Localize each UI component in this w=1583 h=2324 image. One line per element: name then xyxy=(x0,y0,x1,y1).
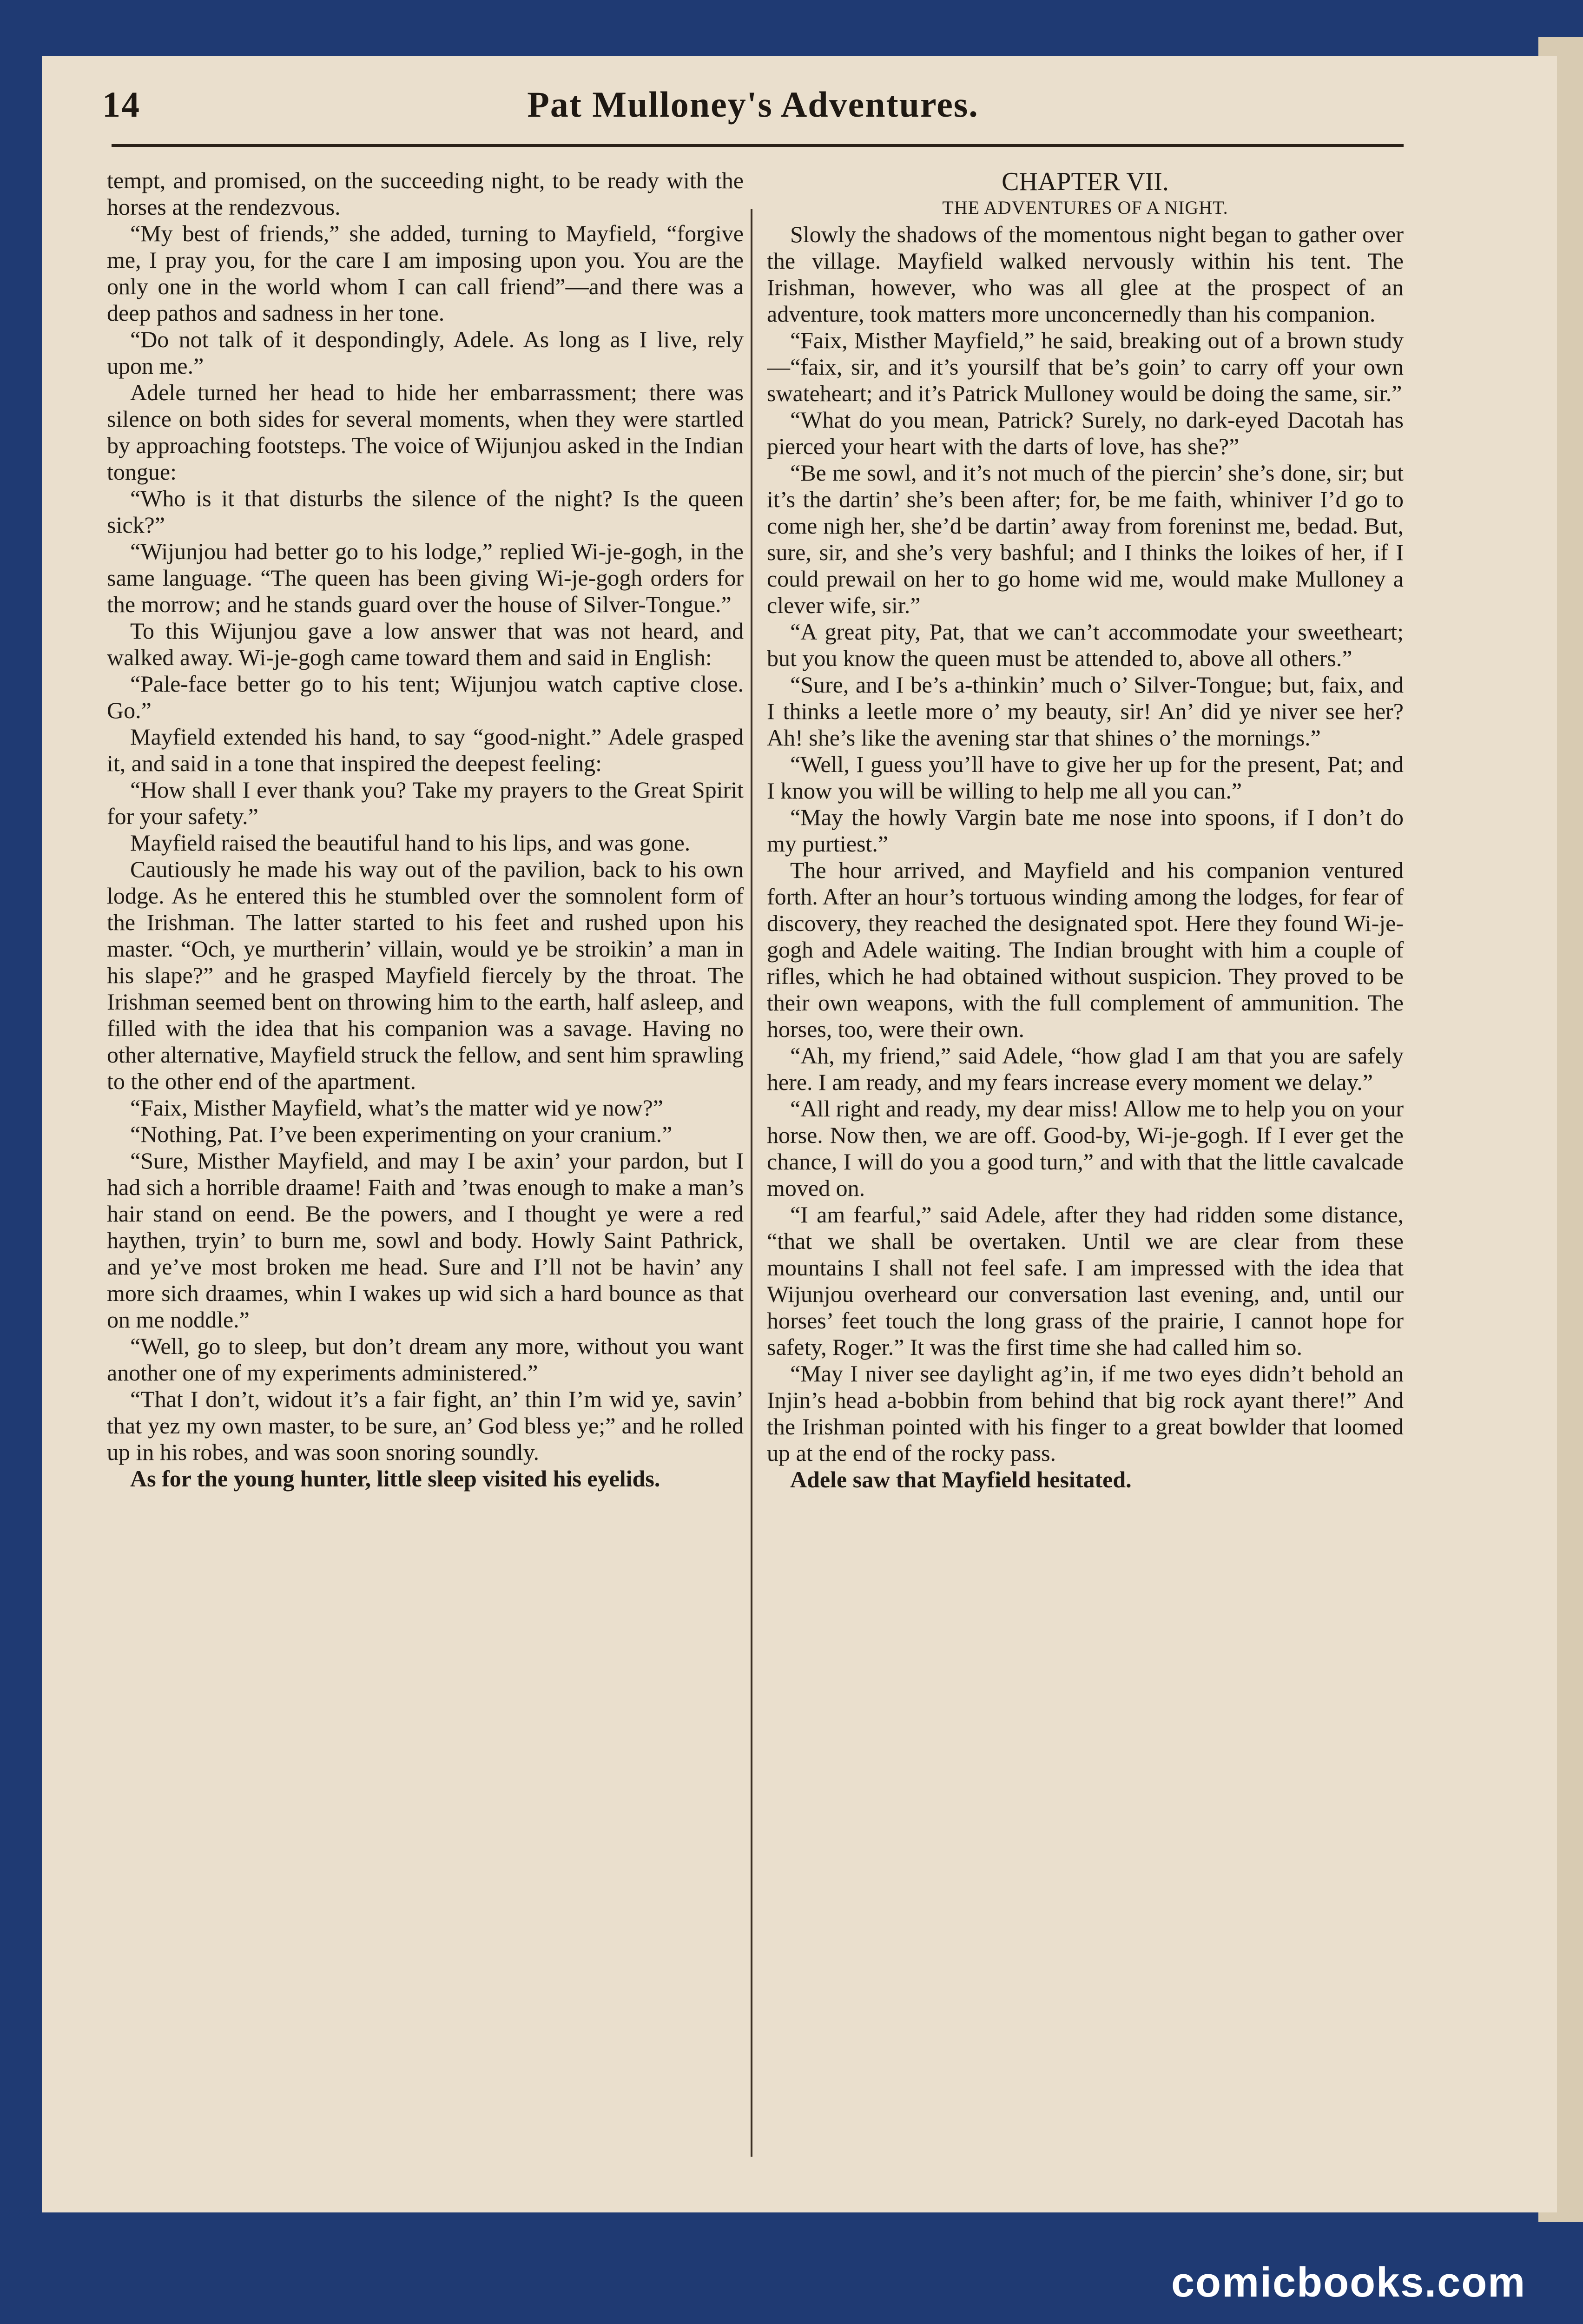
paragraph: “Well, go to sleep, but don’t dream any more, without you want another one of my experiments administered.” xyxy=(107,1333,744,1386)
paragraph: Slowly the shadows of the momentous night began to gather over the village. Mayfield walked nervously within his tent. The Irishman, however, who was all glee at the prospect of an adventure, took matters more unconcernedly than his companion. xyxy=(767,221,1404,327)
paragraph: “Sure, and I be’s a-thinkin’ much o’ Silver-Tongue; but, faix, and I thinks a leetle more o’ my beauty, sir! An’ did ye niver see her? Ah! she’s like the avening star that shines o’ the mornings.” xyxy=(767,672,1404,751)
paragraph: “Do not talk of it despondingly, Adele. As long as I live, rely upon me.” xyxy=(107,326,744,379)
paragraph: “Faix, Misther Mayfield, what’s the matter wid ye now?” xyxy=(130,1095,663,1121)
paragraph: “Sure, Misther Mayfield, and may I be axin’ your pardon, but I had sich a horrible draame! Faith and ’twas enough to make a man’s hair stand on eend. Be the powers, and I thought ye were a red haythen, tryin’ to burn me, sowl and body. Howly Saint Pathrick, and ye’ve most broken me head. Sure and I’ll not be havin’ any more sich draames, whin I wakes up wid sich a hard bounce as that on me noddle.” xyxy=(107,1148,744,1333)
paragraph: “Who is it that disturbs the silence of the night? Is the queen sick?” xyxy=(107,485,744,538)
column-divider xyxy=(751,209,752,2157)
paragraph: Adele turned her head to hide her embarrassment; there was silence on both sides for several moments, when they were startled by approaching footsteps. The voice of Wijunjou asked in the Indian tongue: xyxy=(107,379,744,485)
chapter-heading: CHAPTER VII. xyxy=(1002,167,1169,196)
paragraph: “Well, I guess you’ll have to give her up for the present, Pat; and I know you will be willing to help me all you can.” xyxy=(767,751,1404,804)
paragraph: Mayfield raised the beautiful hand to his lips, and was gone. xyxy=(130,830,691,856)
paragraph: “Ah, my friend,” said Adele, “how glad I am that you are safely here. I am ready, and my fears increase every moment we delay.” xyxy=(767,1043,1404,1095)
paragraph: “How shall I ever thank you? Take my prayers to the Great Spirit for your safety.” xyxy=(107,777,744,829)
paragraph: “Be me sowl, and it’s not much of the piercin’ she’s done, sir; but it’s the dartin’ she’s been after; for, be me faith, whiniver I’d go to come nigh her, she’d be dartin’ away from foreninst me, bedad. But, sure, sir, and she’s very bashful; and I thinks the loikes of her, if I could prewail on her to go home wid me, would make Mulloney a clever wife, sir.” xyxy=(767,460,1404,618)
paragraph: “Nothing, Pat. I’ve been experimenting on your cranium.” xyxy=(130,1121,673,1147)
paragraph: “That I don’t, widout it’s a fair fight, an’ thin I’m wid ye, savin’ that yez my own master, to be sure, an’ God bless ye;” and he rolled up in his robes, and was soon snoring soundly. xyxy=(107,1386,744,1465)
page-header xyxy=(102,74,1404,135)
paragraph: “May I niver see daylight ag’in, if me two eyes didn’t behold an Injin’s head a-bobbin from behind that big rock ayant there!” And the Irishman pointed with his finger to a great bowlder that loomed up at the end of the rocky pass. xyxy=(767,1360,1404,1466)
header-rule xyxy=(112,144,1404,147)
right-column xyxy=(767,167,1404,2119)
paragraph: Mayfield extended his hand, to say “good-night.” Adele grasped it, and said in a tone that inspired the deepest feeling: xyxy=(107,724,744,776)
page-number: 14 xyxy=(102,84,140,125)
paragraph: “Pale-face better go to his tent; Wijunjou watch captive close. Go.” xyxy=(107,671,744,723)
paragraph: Cautiously he made his way out of the pavilion, back to his own lodge. As he entered this he stumbled over the somnolent form of the Irishman. The latter started to his feet and rushed upon his master. “Och, ye murtherin’ villain, would ye be stroikin’ a man in his slape?” and he grasped Mayfield fiercely by the throat. The Irishman seemed bent on throwing him to the earth, half asleep, and filled with the idea that his companion was a savage. Having no other alternative, Mayfield struck the fellow, and sent him sprawling to the other end of the apartment. xyxy=(107,856,744,1094)
paragraph: “Wijunjou had better go to his lodge,” replied Wi-je-gogh, in the same language. “The queen has been giving Wi-je-gogh orders for the morrow; and he stands guard over the house of Silver-Tongue.” xyxy=(107,538,744,617)
paragraph: “What do you mean, Patrick? Surely, no dark-eyed Dacotah has pierced your heart with the darts of love, has she?” xyxy=(767,407,1404,459)
watermark: comicbooks.com xyxy=(1171,2259,1526,2306)
paragraph: “All right and ready, my dear miss! Allow me to help you on your horse. Now then, we are off. Good-by, Wi-je-gogh. If I ever get the chance, I will do you a good turn,” and with that the little cavalcade moved on. xyxy=(767,1096,1404,1201)
paragraph: The hour arrived, and Mayfield and his companion ventured forth. After an hour’s tortuous winding among the lodges, for fear of discovery, they reached the designated spot. Here they found Wi-je-gogh and Adele waiting. The Indian brought with him a couple of rifles, which he had obtained without suspicion. They proved to be their own weapons, with the full complement of ammunition. The horses, too, were their own. xyxy=(767,857,1404,1042)
chapter-title: THE ADVENTURES OF A NIGHT. xyxy=(942,197,1228,218)
paragraph: “May the howly Vargin bate me nose into spoons, if I don’t do my purtiest.” xyxy=(767,804,1404,857)
running-title: Pat Mulloney's Adventures. xyxy=(527,84,979,125)
paragraph: To this Wijunjou gave a low answer that was not heard, and walked away. Wi-je-gogh came toward them and said in English: xyxy=(107,618,744,670)
paragraph: tempt, and promised, on the succeeding night, to be ready with the horses at the rendezvous. xyxy=(107,167,744,220)
paragraph: “A great pity, Pat, that we can’t accommodate your sweetheart; but you know the queen must be attended to, above all others.” xyxy=(767,619,1404,671)
closing-line: As for the young hunter, little sleep visited his eyelids. xyxy=(130,1466,660,1492)
left-column xyxy=(107,167,744,2119)
paragraph: “Faix, Misther Mayfield,” he said, breaking out of a brown study—“faix, sir, and it’s yoursilf that be’s goin’ to carry off your own swateheart; and it’s Patrick Mulloney would be doing the same, sir.” xyxy=(767,327,1404,406)
closing-line: Adele saw that Mayfield hesitated. xyxy=(790,1466,1132,1492)
paragraph: “I am fearful,” said Adele, after they had ridden some distance, “that we shall be overtaken. Until we are clear from these mountains I shall not feel safe. I am impressed with the idea that Wijunjou overheard our conversation last evening, and, until our horses’ feet touch the long grass of the prairie, I cannot hope for safety, Roger.” It was the first time she had called him so. xyxy=(767,1202,1404,1360)
paragraph: “My best of friends,” she added, turning to Mayfield, “forgive me, I pray you, for the care I am imposing upon you. You are the only one in the world whom I can call friend”—and there was a deep pathos and sadness in her tone. xyxy=(107,220,744,326)
